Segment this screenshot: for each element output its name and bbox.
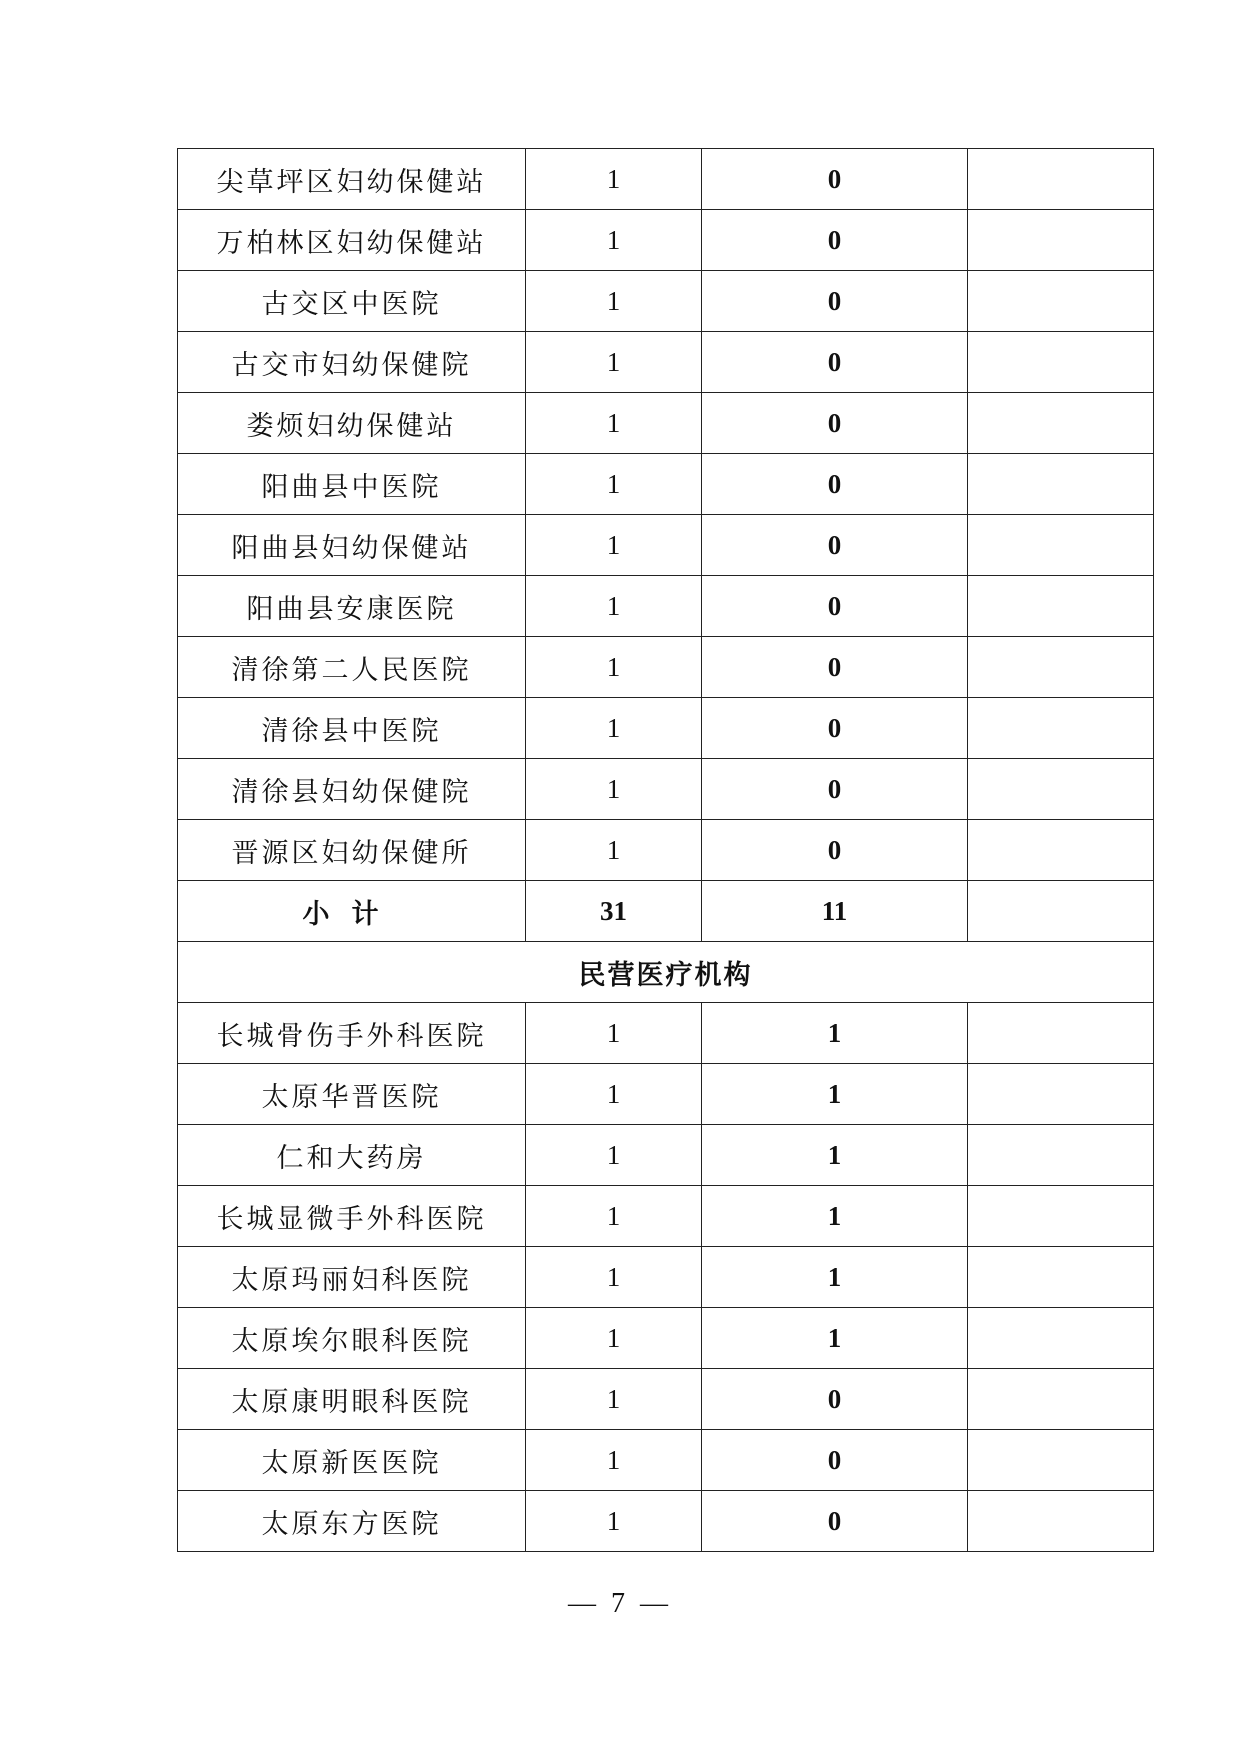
count1-cell: 1	[526, 1430, 702, 1491]
count2-cell: 0	[702, 1369, 968, 1430]
institution-name-cell: 清徐县妇幼保健院	[178, 759, 526, 820]
note-cell	[968, 1491, 1154, 1552]
section-header-row	[178, 942, 1154, 1003]
table-row	[178, 271, 1154, 332]
institution-name-cell: 清徐县中医院	[178, 698, 526, 759]
note-cell	[968, 454, 1154, 515]
count1-cell: 1	[526, 1186, 702, 1247]
table-row	[178, 759, 1154, 820]
note-cell	[968, 1064, 1154, 1125]
count1-cell: 1	[526, 1125, 702, 1186]
count2-cell: 0	[702, 454, 968, 515]
institution-name-cell: 太原康明眼科医院	[178, 1369, 526, 1430]
count1-cell: 1	[526, 271, 702, 332]
private-institutions-body	[178, 1003, 1154, 1552]
subtotal-count1: 31	[526, 881, 702, 942]
note-cell	[968, 1125, 1154, 1186]
subtotal-body	[178, 881, 1154, 1003]
note-cell	[968, 210, 1154, 271]
institution-name-cell: 太原东方医院	[178, 1491, 526, 1552]
institution-name-cell: 古交区中医院	[178, 271, 526, 332]
count1-cell: 1	[526, 1247, 702, 1308]
count2-cell: 0	[702, 515, 968, 576]
institution-name-cell: 清徐第二人民医院	[178, 637, 526, 698]
table-row	[178, 332, 1154, 393]
table-row	[178, 820, 1154, 881]
count1-cell: 1	[526, 515, 702, 576]
count1-cell: 1	[526, 149, 702, 210]
count2-cell: 0	[702, 210, 968, 271]
note-cell	[968, 393, 1154, 454]
institution-name-cell: 晋源区妇幼保健所	[178, 820, 526, 881]
note-cell	[968, 1247, 1154, 1308]
count1-cell: 1	[526, 1369, 702, 1430]
table-row	[178, 210, 1154, 271]
subtotal-row	[178, 881, 1154, 942]
page-number: — 7 —	[568, 1588, 672, 1619]
table-row	[178, 1125, 1154, 1186]
table-row	[178, 393, 1154, 454]
institution-name-cell: 太原埃尔眼科医院	[178, 1308, 526, 1369]
note-cell	[968, 149, 1154, 210]
count1-cell: 1	[526, 1003, 702, 1064]
public-institutions-body	[178, 149, 1154, 881]
count1-cell: 1	[526, 637, 702, 698]
count1-cell: 1	[526, 210, 702, 271]
table-row	[178, 1430, 1154, 1491]
institution-name-cell: 长城显微手外科医院	[178, 1186, 526, 1247]
institution-name-cell: 阳曲县安康医院	[178, 576, 526, 637]
institution-name-cell: 仁和大药房	[178, 1125, 526, 1186]
count2-cell: 1	[702, 1064, 968, 1125]
note-cell	[968, 515, 1154, 576]
table-row	[178, 454, 1154, 515]
institution-name-cell: 尖草坪区妇幼保健站	[178, 149, 526, 210]
count2-cell: 0	[702, 1491, 968, 1552]
table-row	[178, 1186, 1154, 1247]
note-cell	[968, 332, 1154, 393]
count2-cell: 0	[702, 637, 968, 698]
count2-cell: 0	[702, 576, 968, 637]
institution-name-cell: 阳曲县妇幼保健站	[178, 515, 526, 576]
note-cell	[968, 1369, 1154, 1430]
subtotal-label: 小计	[178, 881, 526, 942]
count1-cell: 1	[526, 454, 702, 515]
institution-name-cell: 万柏林区妇幼保健站	[178, 210, 526, 271]
count2-cell: 0	[702, 820, 968, 881]
table-row	[178, 515, 1154, 576]
subtotal-note	[968, 881, 1154, 942]
institution-name-cell: 太原玛丽妇科医院	[178, 1247, 526, 1308]
note-cell	[968, 637, 1154, 698]
note-cell	[968, 271, 1154, 332]
note-cell	[968, 1003, 1154, 1064]
table-row	[178, 1369, 1154, 1430]
institution-name-cell: 太原华晋医院	[178, 1064, 526, 1125]
institution-name-cell: 古交市妇幼保健院	[178, 332, 526, 393]
count1-cell: 1	[526, 332, 702, 393]
note-cell	[968, 1308, 1154, 1369]
count1-cell: 1	[526, 1491, 702, 1552]
note-cell	[968, 1430, 1154, 1491]
table-row	[178, 698, 1154, 759]
count2-cell: 1	[702, 1247, 968, 1308]
subtotal-count2: 11	[702, 881, 968, 942]
count2-cell: 0	[702, 1430, 968, 1491]
note-cell	[968, 1186, 1154, 1247]
count1-cell: 1	[526, 759, 702, 820]
count2-cell: 1	[702, 1003, 968, 1064]
table-row	[178, 1064, 1154, 1125]
note-cell	[968, 576, 1154, 637]
table-row	[178, 1308, 1154, 1369]
count1-cell: 1	[526, 1064, 702, 1125]
institution-name-cell: 娄烦妇幼保健站	[178, 393, 526, 454]
count1-cell: 1	[526, 698, 702, 759]
count2-cell: 1	[702, 1125, 968, 1186]
count2-cell: 1	[702, 1308, 968, 1369]
table-row	[178, 149, 1154, 210]
count1-cell: 1	[526, 820, 702, 881]
note-cell	[968, 820, 1154, 881]
note-cell	[968, 698, 1154, 759]
institution-name-cell: 阳曲县中医院	[178, 454, 526, 515]
count2-cell: 0	[702, 759, 968, 820]
table-row	[178, 1003, 1154, 1064]
institution-name-cell: 太原新医医院	[178, 1430, 526, 1491]
count2-cell: 0	[702, 393, 968, 454]
count1-cell: 1	[526, 1308, 702, 1369]
count1-cell: 1	[526, 393, 702, 454]
count2-cell: 1	[702, 1186, 968, 1247]
institution-table	[177, 148, 1154, 1552]
count2-cell: 0	[702, 149, 968, 210]
table-row	[178, 1491, 1154, 1552]
institution-name-cell: 长城骨伤手外科医院	[178, 1003, 526, 1064]
count2-cell: 0	[702, 271, 968, 332]
table-row	[178, 576, 1154, 637]
count2-cell: 0	[702, 698, 968, 759]
table-row	[178, 637, 1154, 698]
count2-cell: 0	[702, 332, 968, 393]
table-row	[178, 1247, 1154, 1308]
section-header: 民营医疗机构	[178, 942, 1154, 1003]
count1-cell: 1	[526, 576, 702, 637]
note-cell	[968, 759, 1154, 820]
